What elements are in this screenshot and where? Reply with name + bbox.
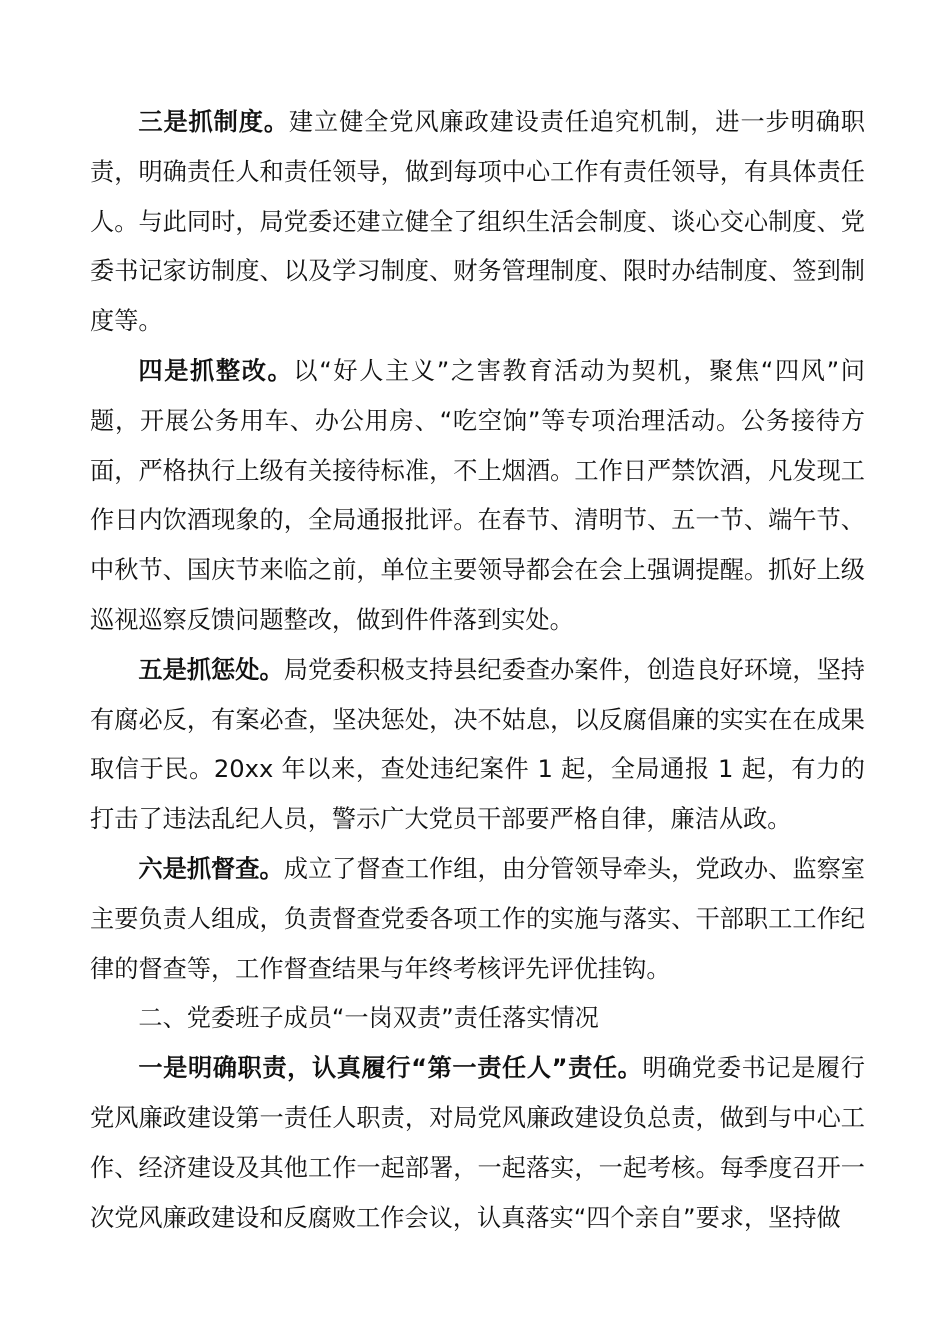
paragraph-lead: 三是抓制度。: [138, 108, 289, 136]
section-heading: [90, 994, 865, 1044]
paragraph-supervision: [90, 845, 865, 994]
paragraph-text: 以“好人主义”之害教育活动为契机，聚焦“四风”问题，开展公务用车、办公用房、“吃空饷”等专项治理活动。公务接待方面，严格执行上级有关接待标准，不上烟酒。工作日严禁饮酒，凡发现工作日内饮酒现象的，全局通报批评。在春节、清明节、五一节、端午节、中秋节、国庆节来临之前，单位主要领导都会在会上强调提醒。抓好上级巡视巡察反馈问题整改，做到件件落到实处。: [90, 356, 865, 634]
paragraph-lead: 六是抓督查。: [138, 854, 284, 883]
paragraph-first-responsibility: [90, 1044, 865, 1243]
document-page: [90, 98, 865, 1243]
paragraph-lead: 四是抓整改。: [138, 356, 294, 385]
section-heading-text: 二、党委班子成员“一岗双责”责任落实情况: [138, 1004, 599, 1033]
paragraph-text: 局党委积极支持县纪委查办案件，创造良好环境，坚持有腐必反，有案必查，坚决惩处，决不姑息，以反腐倡廉的实实在在成果取信于民。20xx 年以来，查处违纪案件 1 起，全局通报 1 起，有力的打击了违法乱纪人员，警示广大党员干部要严格自律，廉洁从政。: [90, 655, 865, 834]
paragraph-institution: [90, 98, 865, 347]
paragraph-lead: 五是抓惩处。: [138, 655, 284, 684]
paragraph-text: 明确党委书记是履行党风廉政建设第一责任人职责，对局党风廉政建设负总责，做到与中心工作、经济建设及其他工作一起部署，一起落实，一起考核。每季度召开一次党风廉政建设和反腐败工作会议，认真落实“四个亲自”要求，坚持做: [90, 1054, 865, 1232]
paragraph-lead: 一是明确职责，认真履行“第一责任人”责任。: [138, 1054, 643, 1083]
paragraph-text: 成立了督查工作组，由分管领导牵头，党政办、监察室主要负责人组成，负责督查党委各项工作的实施与落实、干部职工工作纪律的督查等，工作督查结果与年终考核评先评优挂钩。: [90, 854, 865, 983]
paragraph-text: 建立健全党风廉政建设责任追究机制，进一步明确职责，明确责任人和责任领导，做到每项中心工作有责任领导，有具体责任人。与此同时，局党委还建立健全了组织生活会制度、谈心交心制度、党委书记家访制度、以及学习制度、财务管理制度、限时办结制度、签到制度等。: [90, 108, 865, 336]
paragraph-punishment: [90, 646, 865, 845]
paragraph-rectification: [90, 347, 865, 646]
